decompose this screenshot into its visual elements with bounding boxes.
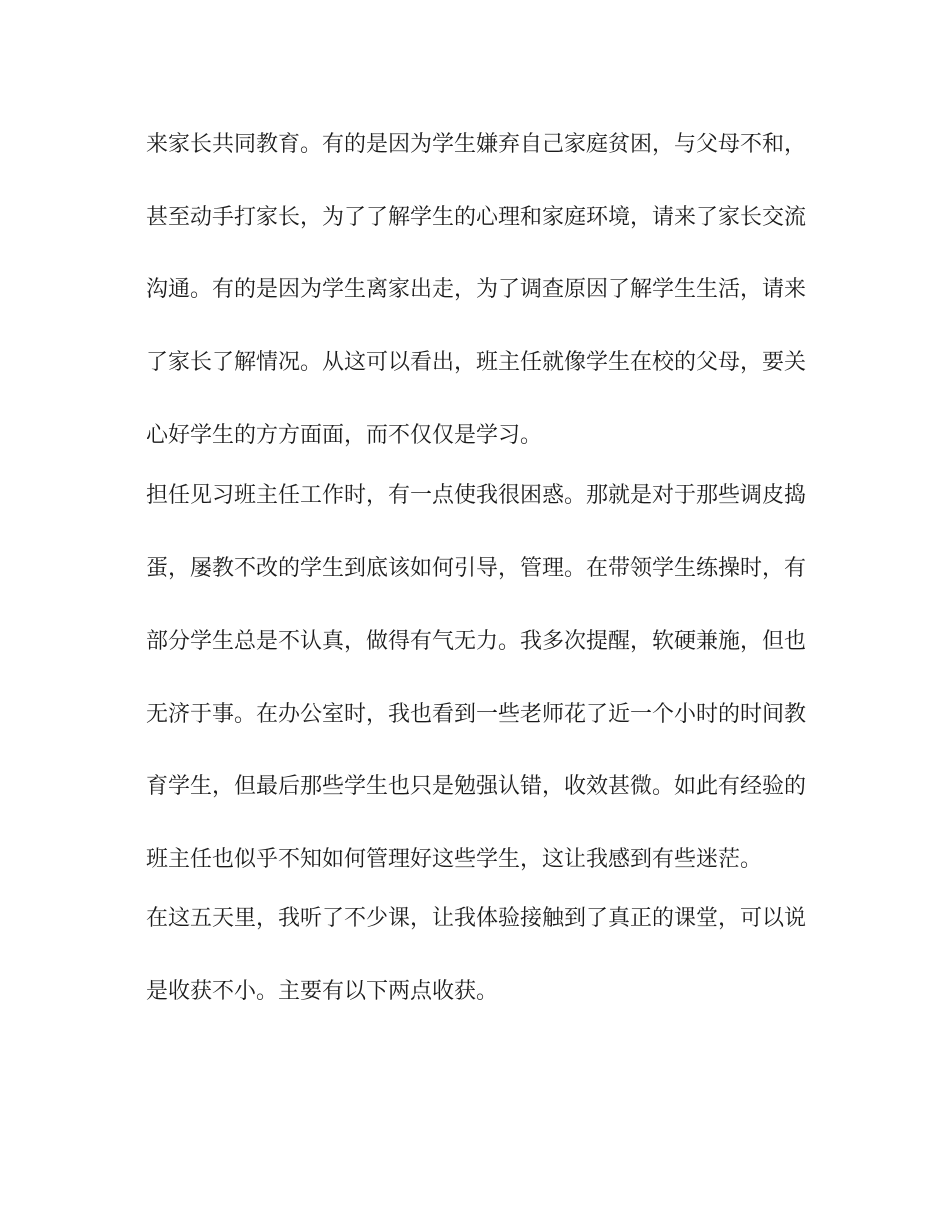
paragraph-1-line-1: 来家长共同教育。有的是因为学生嫌弃自己家庭贫困，与父母不和， bbox=[146, 132, 807, 157]
paragraph-1-line-3: 沟通。有的是因为学生离家出走，为了调查原因了解学生生活，请来 bbox=[146, 277, 807, 302]
paragraph-2-line-5: 育学生，但最后那些学生也只是勉强认错，收效甚微。如此有经验的 bbox=[146, 774, 807, 799]
paragraph-1-line-2: 甚至动手打家长，为了了解学生的心理和家庭环境，请来了家长交流 bbox=[146, 205, 807, 230]
paragraph-3-line-1: 在这五天里，我听了不少课，让我体验接触到了真正的课堂，可以说 bbox=[146, 906, 807, 931]
paragraph-1-line-4: 了家长了解情况。从这可以看出，班主任就像学生在校的父母，要关 bbox=[146, 350, 807, 375]
paragraph-3-line-2: 是收获不小。主要有以下两点收获。 bbox=[146, 979, 499, 1004]
paragraph-1-line-5: 心好学生的方方面面，而不仅仅是学习。 bbox=[146, 423, 543, 448]
paragraph-2-line-6: 班主任也似乎不知如何管理好这些学生，这让我感到有些迷茫。 bbox=[146, 847, 763, 872]
paragraph-2-line-2: 蛋，屡教不改的学生到底该如何引导，管理。在带领学生练操时，有 bbox=[146, 556, 807, 581]
paragraph-2-line-1: 担任见习班主任工作时，有一点使我很困惑。那就是对于那些调皮捣 bbox=[146, 483, 807, 508]
paragraph-2-line-3: 部分学生总是不认真，做得有气无力。我多次提醒，软硬兼施，但也 bbox=[146, 629, 807, 654]
paragraph-2-line-4: 无济于事。在办公室时，我也看到一些老师花了近一个小时的时间教 bbox=[146, 702, 807, 727]
